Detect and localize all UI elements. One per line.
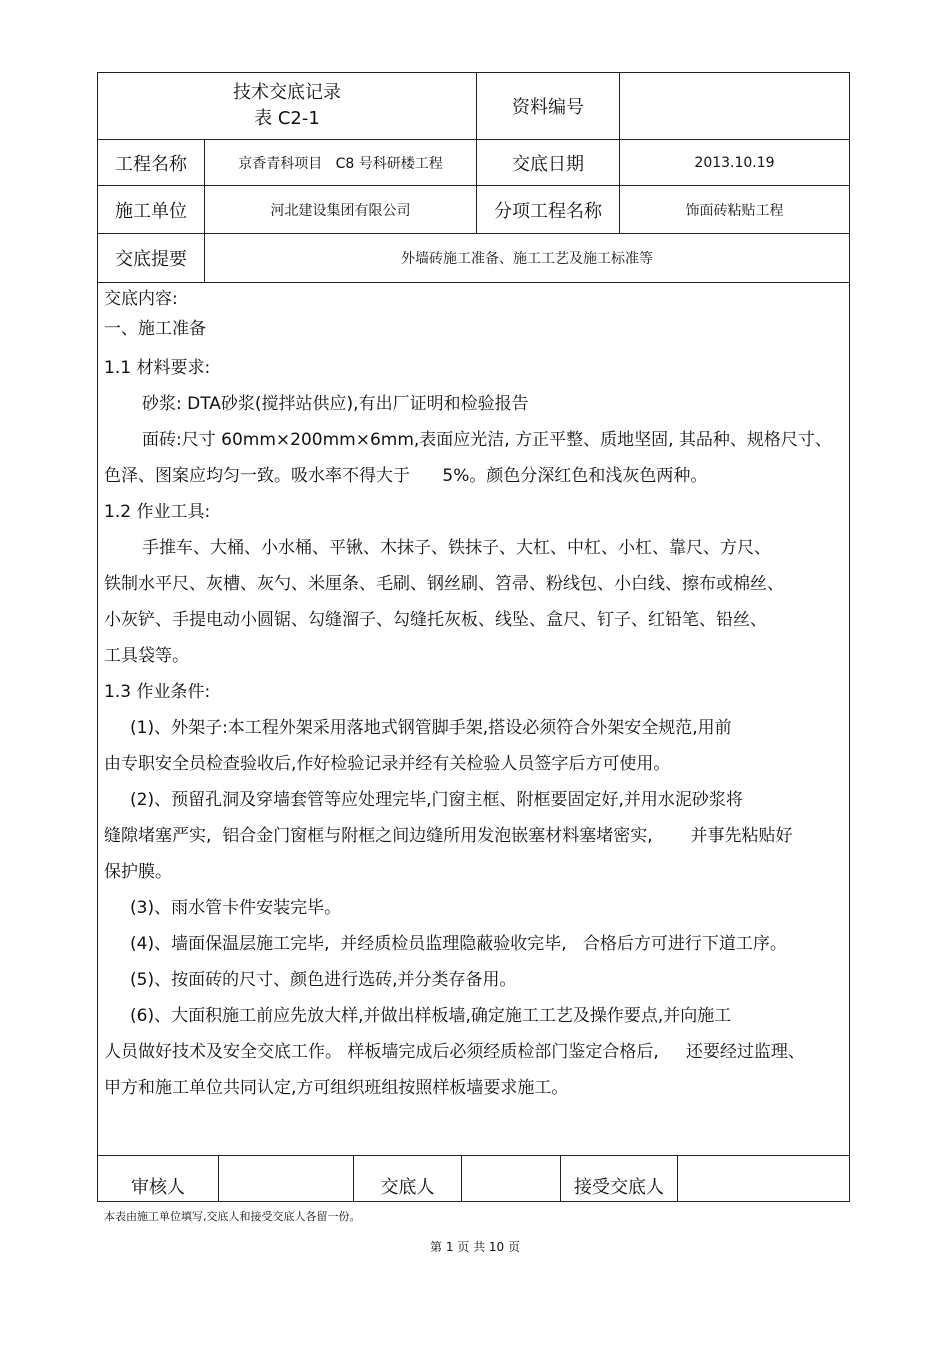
border-right: [849, 72, 850, 1202]
page-number: 第 1 页 共 10 页: [430, 1240, 520, 1254]
content-line: 甲方和施工单位共同认定,方可组织班组按照样板墙要求施工。: [104, 1078, 569, 1098]
receiver-label: 接受交底人: [574, 1176, 664, 1198]
content-line: 面砖:尺寸 60mm×200mm×6mm,表面应光洁, 方正平整、质地坚固, 其品种、规格尺寸、: [142, 430, 832, 450]
content-line: 工具袋等。: [104, 646, 189, 666]
footer-note: 本表由施工单位填写,交底人和接受交底人各留一份。: [104, 1210, 361, 1223]
content-header: [104, 284, 844, 344]
form-title: 技术交底记录: [233, 82, 341, 103]
content-line: (2)、预留孔洞及穿墙套管等应处理完毕,门窗主框、附框要固定好,并用水泥砂浆将: [130, 790, 743, 810]
unit-value: 河北建设集团有限公司: [270, 202, 411, 219]
summary-label: 交底提要: [115, 249, 187, 270]
doc-no-value[interactable]: [620, 73, 849, 139]
section-heading: 一、施工准备: [104, 319, 206, 339]
summary-value: 外墙砖施工准备、施工工艺及施工标准等: [401, 251, 653, 267]
content-line: 缝隙堵塞严实, 铝合金门窗框与附框之间边缝所用发泡嵌塞材料塞堵密实, 并事先粘贴好: [104, 826, 793, 846]
content-line: 砂浆: DTA砂浆(搅拌站供应),有出厂证明和检验报告: [142, 394, 529, 414]
discloser-signature[interactable]: [462, 1156, 560, 1201]
content-body: [104, 350, 844, 1106]
content-label: 交底内容:: [104, 289, 178, 309]
reviewer-label: 审核人: [131, 1176, 185, 1198]
project-value: 京香青科项目 C8 号科研楼工程: [238, 155, 443, 172]
content-line: (4)、墙面保温层施工完毕, 并经质检员监理隐蔽验收完毕, 合格后方可进行下道工序。: [130, 934, 787, 954]
content-line: (5)、按面砖的尺寸、颜色进行选砖,并分类存备用。: [130, 970, 517, 990]
form-title-block: [98, 73, 476, 139]
date-value: 2013.10.19: [694, 154, 775, 171]
subsection-heading: 1.2 作业工具:: [104, 502, 211, 522]
receiver-signature[interactable]: [678, 1156, 849, 1201]
content-line: (1)、外架子:本工程外架采用落地式钢管脚手架,搭设必须符合外架安全规范,用前: [130, 718, 732, 738]
content-line: 由专职安全员检查验收后,作好检验记录并经有关检验人员签字后方可使用。: [104, 754, 671, 774]
subproject-value: 饰面砖粘贴工程: [685, 202, 784, 219]
date-label: 交底日期: [512, 153, 584, 175]
discloser-label: 交底人: [380, 1176, 435, 1198]
subproject-label: 分项工程名称: [494, 200, 602, 222]
content-line: 手推车、大桶、小水桶、平锹、木抹子、铁抹子、大杠、中杠、小杠、靠尺、方尺、: [142, 538, 771, 558]
subsection-heading: 1.1 材料要求:: [104, 358, 211, 378]
subsection-heading: 1.3 作业条件:: [104, 682, 211, 702]
content-line: 人员做好技术及安全交底工作。 样板墙完成后必须经质检部门鉴定合格后, 还要经过监理、: [104, 1042, 805, 1062]
content-line: 小灰铲、手提电动小圆锯、勾缝溜子、勾缝托灰板、线坠、盒尺、钉子、红铅笔、铅丝、: [104, 610, 767, 630]
content-line: 铁制水平尺、灰槽、灰勺、米厘条、毛刷、钢丝刷、笤帚、粉线包、小白线、擦布或棉丝、: [104, 574, 784, 594]
row-divider: [97, 282, 850, 283]
reviewer-signature[interactable]: [219, 1156, 353, 1201]
form-number: 表 C2-1: [254, 108, 320, 129]
content-line: 色泽、图案应均匀一致。吸水率不得大于 5%。颜色分深红色和浅灰色两种。: [104, 466, 708, 486]
content-line: (3)、雨水管卡件安装完毕。: [130, 898, 342, 918]
project-label: 工程名称: [115, 153, 187, 175]
content-line: (6)、大面积施工前应先放大样,并做出样板墙,确定施工工艺及操作要点,并向施工: [130, 1006, 732, 1026]
unit-label: 施工单位: [115, 200, 187, 222]
content-line: 保护膜。: [104, 862, 172, 882]
doc-no-label: 资料编号: [512, 97, 584, 118]
border-bottom: [97, 1201, 850, 1202]
